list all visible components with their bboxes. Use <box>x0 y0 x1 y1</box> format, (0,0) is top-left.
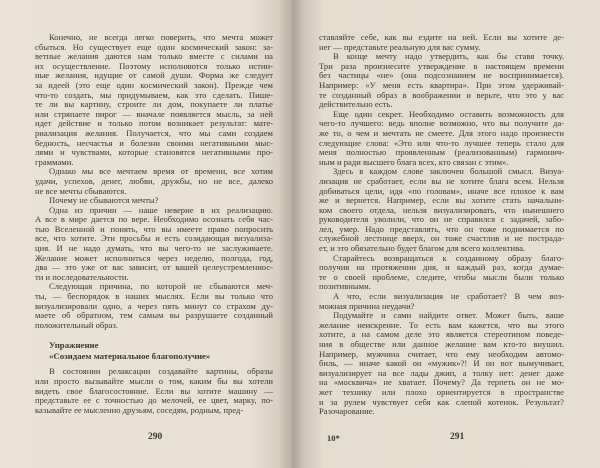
text-line: добиваться цели, идя «по головам», иначе все плохое к вам <box>319 185 564 196</box>
text-line: ты, — беспорядок в наших мыслях. Если вы только что <box>35 291 273 302</box>
text-line: два — это уже от вас зависит, от вашей целеустремленнос- <box>35 262 273 273</box>
text-line: меня полностью проявленным (реализованным) гармонич- <box>319 147 564 158</box>
paragraph <box>319 167 564 253</box>
text-line: казывайте ее мысленно друзьям, соседям, родным, пред- <box>35 404 244 415</box>
paragraph <box>35 167 273 196</box>
text-line: лизация не сработает, если вы не хотите блага всем. Нельзя <box>319 175 564 186</box>
text-line: те созданный образ в воображении и верьте, что это у вас <box>319 89 564 100</box>
text-line: получия на протяжении дня, и каждый раз, когда думае- <box>319 262 564 273</box>
text-line: Три раза произнесите утверждение в настоящем времени <box>319 60 564 71</box>
text-line: Разочарование. <box>319 406 375 417</box>
text-line: Например, мужчина считает, что ему необходим автомо- <box>319 348 564 359</box>
page-number-right: 291 <box>450 432 465 442</box>
text-line: ветные желания даются нам только вместе с силами на <box>35 51 273 62</box>
text-line: лел, умер. Надо представлять, что он тоже поднимается по <box>319 223 564 234</box>
text-line: за идеей (это еще один космический закон). Прежде чем <box>35 79 273 90</box>
text-line: ет, и это обязательно будет благом для всего коллектива. <box>319 243 526 254</box>
text-line: все, что хотите. Эти просьбы и есть созидающая визуализа- <box>35 233 273 244</box>
text-line: А что, если визуализация не сработает? В чем воз- <box>333 291 564 302</box>
text-line: на «москвича» не хватает. Почему? Да терпеть он не мо- <box>319 377 564 388</box>
paragraph <box>319 110 564 168</box>
text-line: ти и последовательности. <box>35 271 129 282</box>
text-line: позитивными. <box>319 281 371 292</box>
text-line: руководителя уволили, что он не справился с задачей, забо- <box>319 214 564 225</box>
text-line: ция. И не надо думать, что вы чего-то не заслуживаете. <box>35 243 273 254</box>
left-page-text <box>35 33 273 415</box>
paragraph <box>319 33 564 52</box>
text-line: не все мечты сбываются. <box>35 185 127 196</box>
text-line: сбыться. Но существует еще один космический закон: за- <box>35 41 273 52</box>
text-line: лями и чувствами, которые становятся негативными про- <box>35 147 273 158</box>
signature-mark: 10* <box>327 433 340 443</box>
text-line: идет действие и только потом возникает результат: мате- <box>35 118 273 129</box>
right-page-text <box>319 33 564 417</box>
text-line: ным и ради высшего блага всех, кто связан с этим». <box>319 156 509 167</box>
text-line: те ли вы картину, строите ли дом, покупаете ли платье <box>35 99 273 110</box>
text-line: маете об обратном, тем самым вы разрушаете созданный <box>35 310 273 321</box>
text-line: положительный образ. <box>35 319 118 330</box>
text-line: можная причина неудачи? <box>319 300 415 311</box>
text-line: видеть свое благосостояние. Если вы хотите машину — <box>35 385 273 396</box>
text-line: удачи, успехов, денег, любви, дружбы, но не все, далеко <box>35 175 273 186</box>
text-line: тью Вселенной и понять, что вы имеете право попросить <box>35 223 273 234</box>
exercise-title: «Созидаем материальное благополучие» <box>49 350 211 361</box>
text-line: же и вернется. Например, если вы хотите стать начальни- <box>319 195 564 206</box>
text-line: Следующая причина, по которой не сбываются меч- <box>49 281 273 292</box>
paragraph <box>35 33 273 167</box>
text-line: те о своей проблеме, следите, чтобы мысли были только <box>319 271 564 282</box>
text-line: Например: «У меня есть квартира». При этом удерживай- <box>319 79 564 90</box>
paragraph <box>35 282 273 330</box>
paragraph <box>319 254 564 292</box>
text-line: ные желания, идущие от самой души. Форма же следует <box>35 70 273 81</box>
text-line: ком своего отдела, нельзя визуализировать, что нынешнего <box>319 204 564 215</box>
text-line: чего-то лучшего: ведь вполне возможно, что вы получите да- <box>319 118 564 129</box>
text-line: Одна из причин — наше неверие в их реализацию. <box>49 204 273 215</box>
paragraph <box>319 52 564 110</box>
text-line: В состоянии релаксации создавайте картины, образы <box>49 366 273 377</box>
page-number-left: 290 <box>148 432 163 442</box>
text-line: Почему не сбываются мечты? <box>49 195 159 206</box>
text-line: ставляйте себе, как вы ездите на ней. Если вы хотите де- <box>319 32 564 42</box>
text-line: визуализирует на все лады джип, а толку нет: денег даже <box>319 367 564 378</box>
text-line: Подумайте и сами найдите ответ. Может быть, ваше <box>333 310 564 321</box>
text-line: без частицы «не» (она подсознанием не воспринимается). <box>319 70 564 81</box>
text-line: бедность, несчастья и болезни своими негативными мыс- <box>35 137 273 148</box>
text-line: В конце мечту надо утвердить, как бы ставя точку. <box>333 51 564 62</box>
text-line: А все в мире дается по вере. Необходимо осознать себя час- <box>35 214 273 225</box>
exercise-heading: Упражнение <box>49 340 99 351</box>
text-line: хотите, а на самом деле это является стереотипом поведе- <box>319 329 564 340</box>
text-line: желание неискренне. То есть вам кажется, что вы этого <box>319 319 564 330</box>
text-line: Старайтесь возвращаться к созданному образу благо- <box>333 252 564 263</box>
paragraph <box>35 367 273 415</box>
text-line: служебной лестнице вверх, он тоже счастлив и не пострада- <box>319 233 564 244</box>
text-line: Однако мы все мечтаем время от времени, все хотим <box>49 166 273 177</box>
paragraph <box>319 311 564 417</box>
text-line: Здесь в каждом слове заключен большой смысл. Визуа- <box>333 166 564 177</box>
text-line: визуализировали одно, а через пять минут со страхом ду- <box>35 300 273 311</box>
text-line: что-то создать, мы придумываем, как это сделать. Пише- <box>35 89 273 100</box>
exercise-paragraph <box>35 367 273 415</box>
left-page <box>0 0 292 468</box>
text-line: биль, — иначе какой он «мужик»?! И он вот вымучивает, <box>319 358 564 369</box>
text-line: нег — представьте реальную для вас сумму. <box>319 41 481 52</box>
left-paragraphs <box>35 33 273 330</box>
text-line: ния в обществе или данное желание вам кто-то внушил. <box>319 339 564 349</box>
text-line: их осуществление. Поэтому исполняются только истин- <box>35 60 273 71</box>
text-line: жет технику или плохо ориентируется в пространстве <box>319 386 564 397</box>
text-line: риализация желания. Получается, что мы сами создаем <box>35 127 273 138</box>
text-line: же то, о чем и мечтать не смеете. Для этого надо произнести <box>319 127 564 138</box>
text-line: Конечно, не всегда легко поверить, что мечта может <box>49 32 273 42</box>
text-line: Желание может исполниться через неделю, полгода, год, <box>35 252 273 263</box>
right-page <box>292 0 600 468</box>
text-line: и за рулем чувствует себя как слепой котенок. Результат? <box>319 396 564 407</box>
paragraph <box>35 206 273 283</box>
text-line: представьте ее с точностью до мелочей, ее цвет, марку, по- <box>35 395 273 406</box>
text-line: или стряпаете пирог — вначале появляется мысль, за ней <box>35 108 273 119</box>
text-line: граммами. <box>35 156 74 167</box>
text-line: Еще один секрет. Необходимо оставить возможность для <box>333 108 564 119</box>
text-line: или просто вызывайте мысли о том, каким бы вы хотели <box>35 376 273 386</box>
right-paragraphs <box>319 33 564 417</box>
text-line: действительно есть. <box>319 99 393 110</box>
paragraph <box>319 292 564 311</box>
text-line: следующие слова: «Это или что-то лучшее теперь стало для <box>319 137 564 148</box>
